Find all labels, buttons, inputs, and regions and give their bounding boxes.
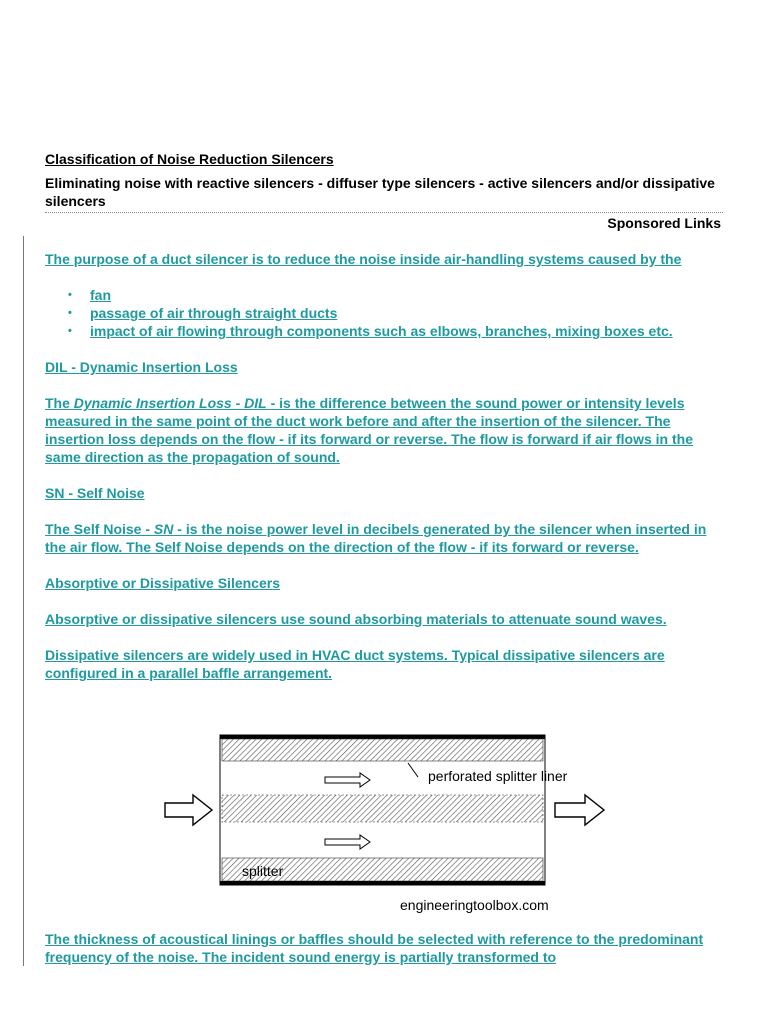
center-splitter	[222, 795, 543, 822]
duct-bottom-wall	[220, 881, 545, 885]
sn-pre: The Self Noise -	[45, 521, 154, 537]
list-item-text[interactable]: impact of air flowing through components such as elbows, branches, mixing boxes etc.	[90, 323, 673, 339]
left-border	[23, 236, 24, 966]
duct-top-wall	[220, 735, 545, 739]
sn-heading[interactable]	[45, 484, 730, 502]
dil-paragraph[interactable]	[45, 394, 730, 466]
absorptive-heading[interactable]	[45, 574, 730, 592]
tail-link[interactable]: The thickness of acoustical linings or baffles should be selected with reference to the predominant frequency of the noise. The incident sound energy is partially transformed to	[45, 931, 704, 965]
dil-post: - is the difference between the sound power or intensity levels measured in the same point of the duct work before and after the insertion of the silencer. The insertion loss depends on the flow - if its forward or reverse. The flow is forward if air flows in the same direction as the propagation of sound.	[45, 395, 693, 465]
list-item-text[interactable]: fan	[90, 287, 111, 303]
sn-heading-link[interactable]: SN - Self Noise	[45, 485, 145, 501]
silencer-diagram	[160, 733, 610, 918]
absorptive-link-1[interactable]: Absorptive or dissipative silencers use sound absorbing materials to attenuate sound waves.	[45, 611, 667, 627]
intro-link[interactable]: The purpose of a duct silencer is to reduce the noise inside air-handling systems caused by the	[45, 251, 682, 267]
article-body	[45, 250, 730, 700]
list-item-text[interactable]: passage of air through straight ducts	[90, 305, 338, 321]
dil-heading[interactable]	[45, 358, 730, 376]
intro-paragraph[interactable]	[45, 250, 730, 268]
page-title: Classification of Noise Reduction Silencers	[45, 151, 334, 167]
sponsored-links-label: Sponsored Links	[607, 215, 721, 231]
bullet-icon: •	[68, 307, 72, 319]
outlet-arrow-icon	[555, 795, 604, 825]
inlet-arrow-icon	[165, 795, 212, 825]
sn-post: - is the noise power level in decibels generated by the silencer when inserted in the air flow. The Self Noise depends on the direction of the flow - if its forward or reverse.	[45, 521, 707, 555]
sn-link[interactable]	[45, 521, 706, 555]
absorptive-heading-link[interactable]: Absorptive or Dissipative Silencers	[45, 575, 280, 591]
absorptive-paragraph-2[interactable]	[45, 646, 730, 682]
dil-term: Dynamic Insertion Loss - DIL	[73, 395, 267, 411]
page-subtitle: Eliminating noise with reactive silencers - diffuser type silencers - active silencers and/or dissipative silencers	[45, 175, 715, 209]
tail-paragraph[interactable]	[45, 930, 730, 966]
list-item[interactable]	[45, 304, 730, 322]
dil-heading-link[interactable]: DIL - Dynamic Insertion Loss	[45, 359, 238, 375]
top-liner	[222, 739, 543, 761]
sn-term: SN	[153, 521, 174, 537]
bullet-icon: •	[68, 289, 72, 301]
list-item[interactable]	[45, 286, 730, 304]
bullet-icon: •	[68, 325, 72, 337]
absorptive-paragraph-1[interactable]	[45, 610, 730, 628]
liner-label: perforated splitter liner	[428, 768, 568, 784]
cause-list	[45, 286, 730, 340]
diagram-credit: engineeringtoolbox.com	[400, 897, 549, 913]
dil-pre: The	[45, 395, 74, 411]
splitter-label: splitter	[242, 863, 284, 879]
list-item[interactable]	[45, 322, 730, 340]
dil-link[interactable]	[45, 395, 693, 465]
sn-paragraph[interactable]	[45, 520, 730, 556]
absorptive-link-2[interactable]: Dissipative silencers are widely used in HVAC duct systems. Typical dissipative silencers are configured in a parallel baffle arrangement.	[45, 647, 665, 681]
header-divider	[45, 212, 723, 213]
